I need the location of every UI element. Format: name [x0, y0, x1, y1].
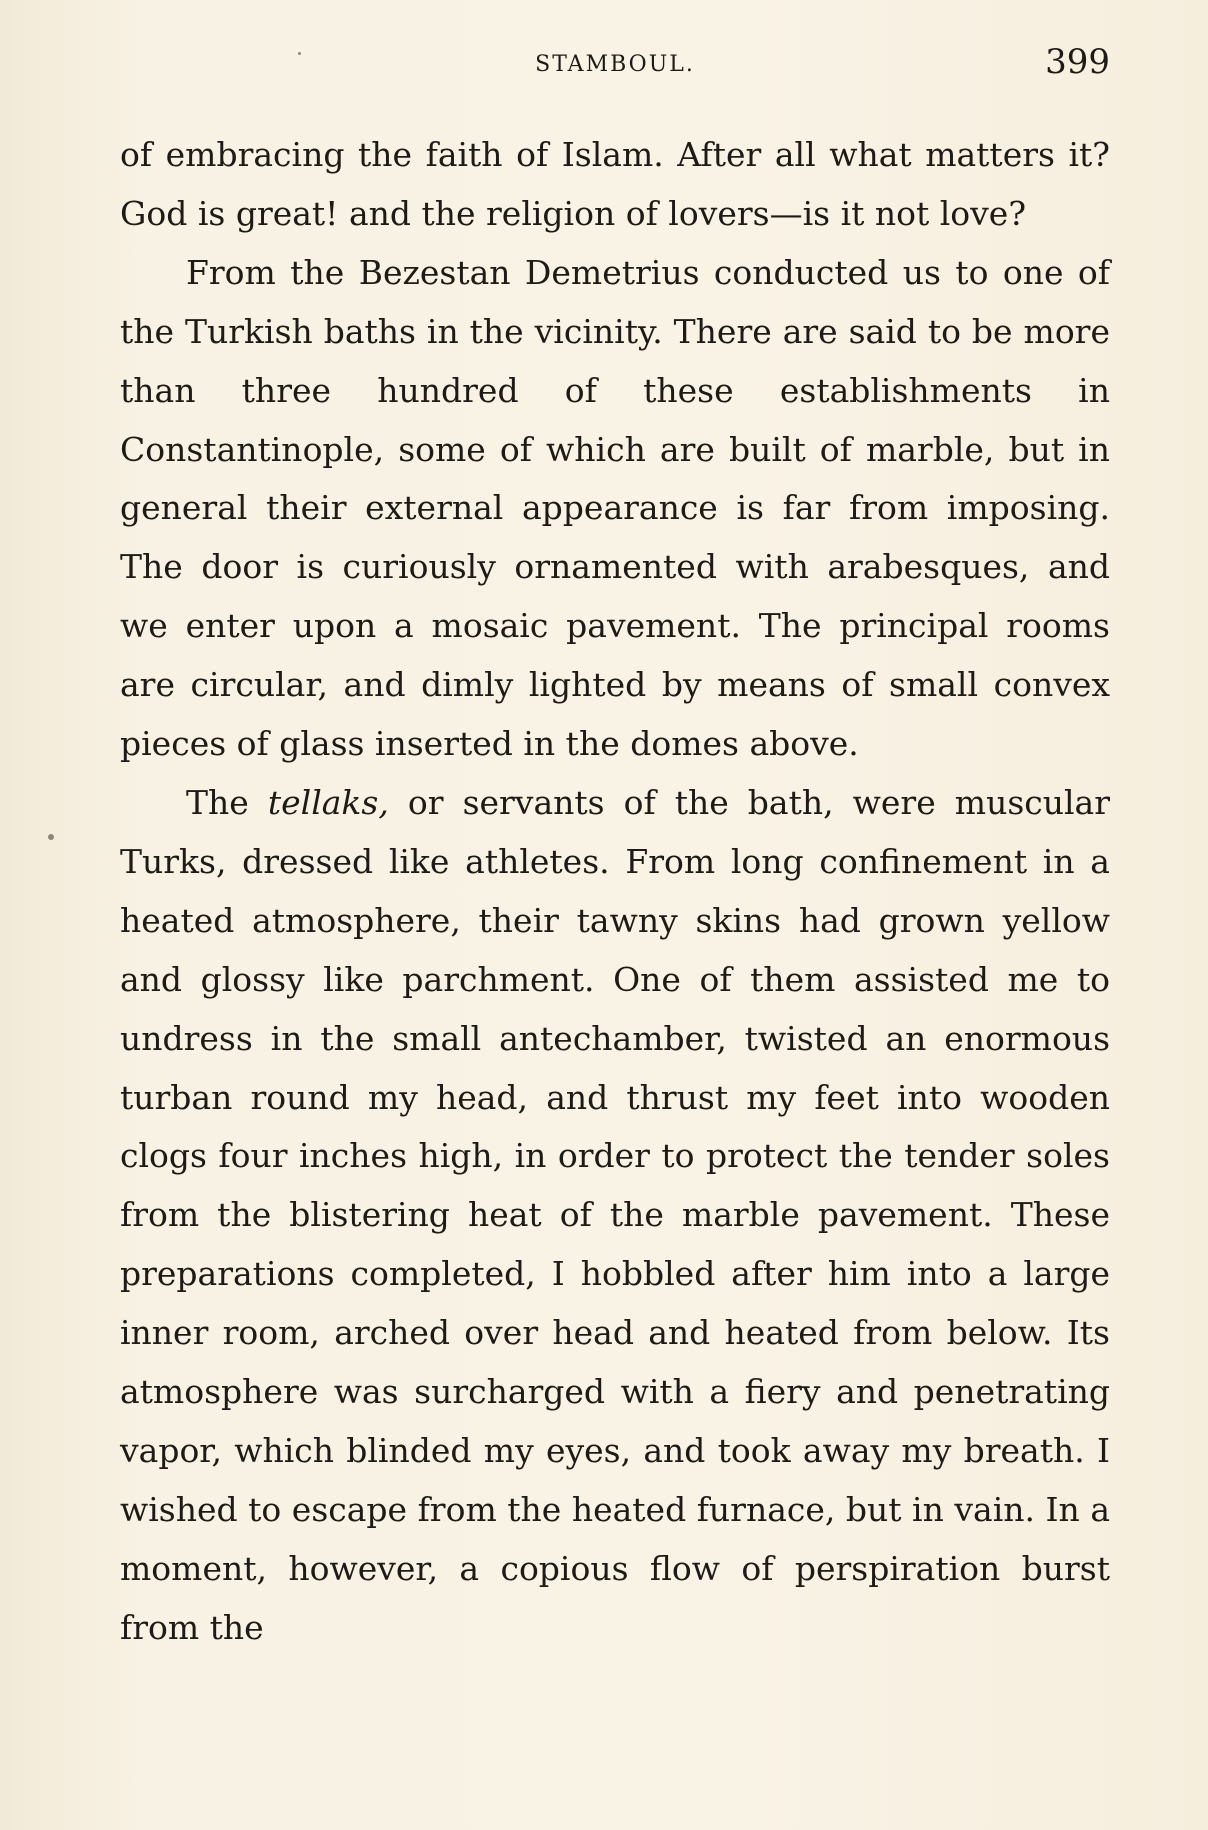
- paragraph-3-lead: The: [186, 782, 268, 822]
- running-title: STAMBOUL.: [535, 52, 695, 77]
- paragraph-2: [120, 244, 1110, 774]
- page-number: 399: [1045, 42, 1110, 82]
- paragraph-1: [120, 126, 1110, 244]
- paragraph-1-text: of embracing the faith of Islam. After all what matters it? God is great! and the religion of lovers—is it not love?: [120, 135, 1110, 233]
- paragraph-3: [120, 774, 1110, 1658]
- body-text: [120, 126, 1110, 1658]
- page-speck: [48, 834, 54, 840]
- paragraph-2-text: From the Bezestan Demetrius conducted us to one of the Turkish baths in the vicinity. There are said to be more than three hundred of these establishments in Constantinople, some of which are built of marble, but in general their external appearance is far from imposing. The door is curiously ornamented with arabesques, and we enter upon a mosaic pavement. The principal rooms are circular, and dimly lighted by means of small convex pieces of glass inserted in the domes above.: [120, 252, 1110, 764]
- running-head: [120, 42, 1110, 92]
- paragraph-3-text: or servants of the bath, were muscular Turks, dressed like athletes. From long confinement in a heated atmosphere, their tawny skins had grown yellow and glossy like parchment. One of them assisted me to undress in the small antechamber, twisted an enormous turban round my head, and thrust my feet into wooden clogs four inches high, in order to protect the tender soles from the blistering heat of the marble pavement. These preparations completed, I hobbled after him into a large inner room, arched over head and heated from below. Its atmosphere was surcharged with a fiery and penetrating vapor, which blinded my eyes, and took away my breath. I wished to escape from the heated furnace, but in vain. In a moment, however, a copious flow of perspiration burst from the: [120, 782, 1110, 1647]
- paragraph-3-italic-term: tellaks,: [267, 782, 389, 822]
- page-speck: [298, 52, 301, 55]
